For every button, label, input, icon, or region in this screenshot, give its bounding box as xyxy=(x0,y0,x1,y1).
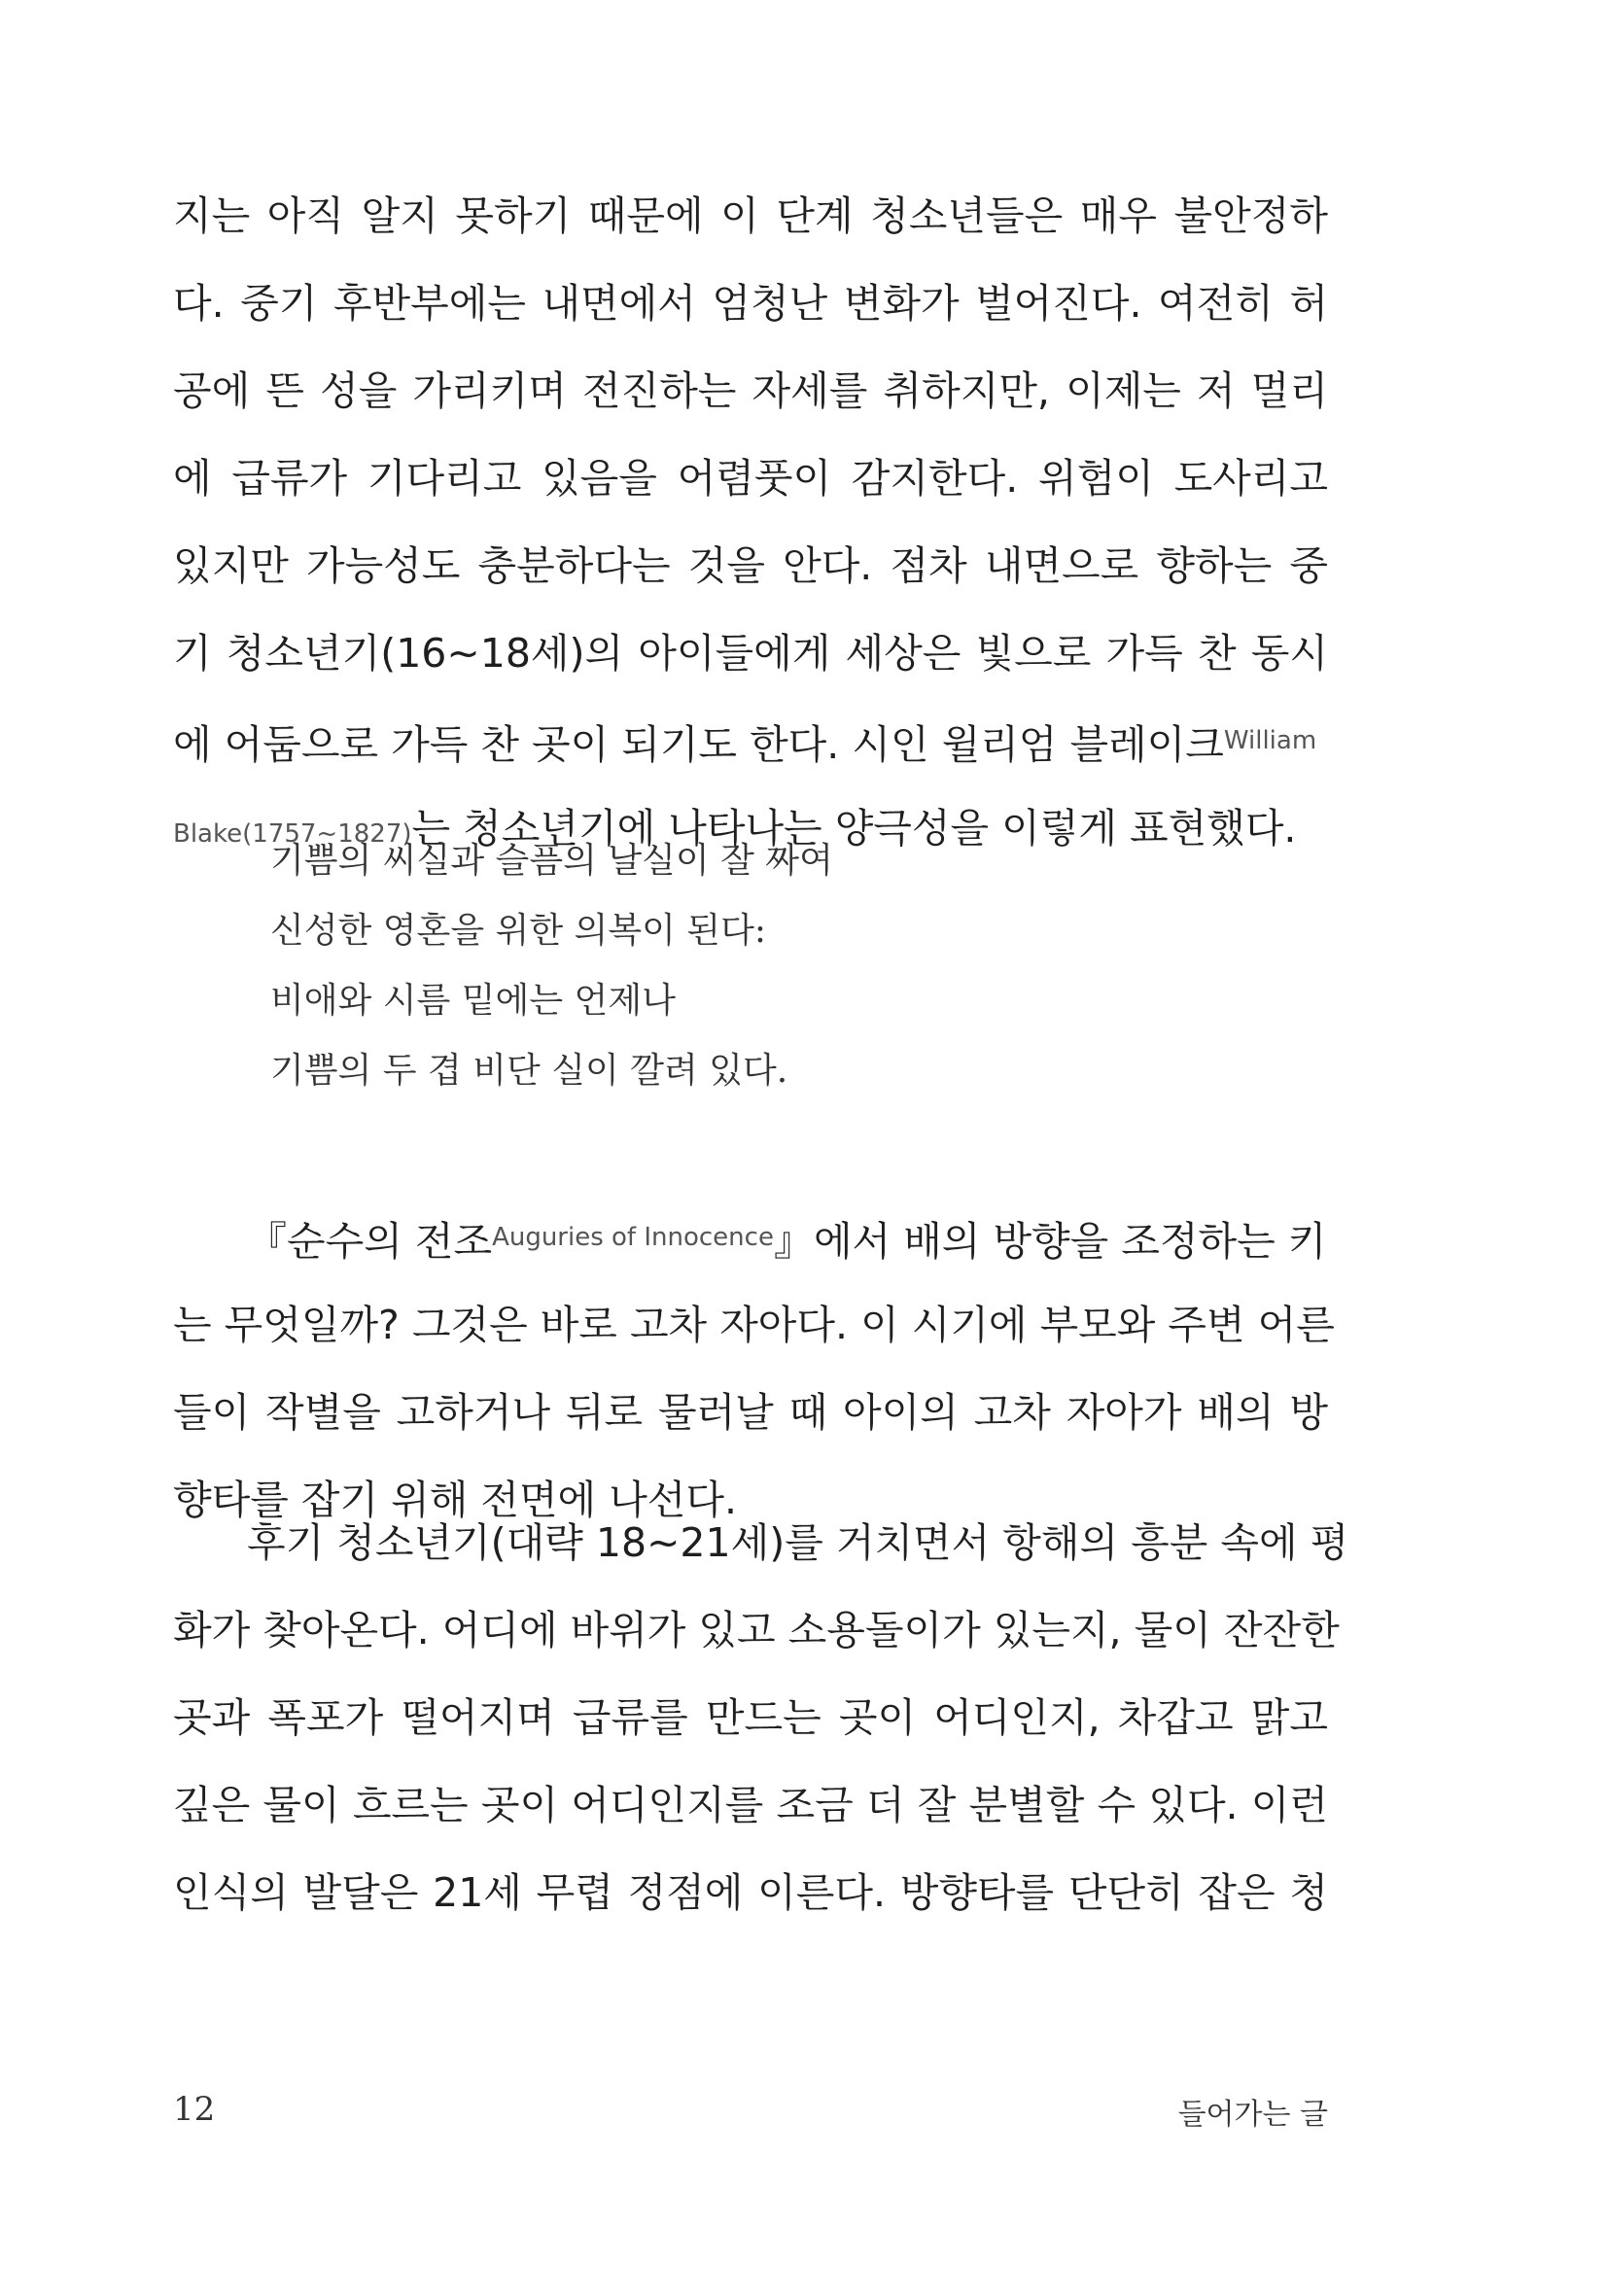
text-line: 지는 아직 알지 못하기 때문에 이 단계 청소년들은 매우 불안정하 xyxy=(173,192,1328,239)
text-line: 인식의 발달은 21세 무렵 정점에 이른다. 방향타를 단단히 잡은 청 xyxy=(173,1869,1328,1916)
text-line: 곳과 폭포가 떨어지며 급류를 만드는 곳이 어디인지, 차갑고 맑고 xyxy=(173,1694,1328,1741)
poem-line: 신성한 영혼을 위한 의복이 된다: xyxy=(270,911,766,951)
text-segment: 는 청소년기에 나타나는 양극성을 이렇게 표현했다. xyxy=(411,805,1297,852)
text-line: 기 청소년기(16~18세)의 아이들에게 세상은 빛으로 가득 찬 동시 xyxy=(173,630,1328,677)
poem-line: 기쁨의 씨실과 슬픔의 날실이 잘 짜여 xyxy=(270,841,833,881)
english-gloss: Auguries of Innocence xyxy=(492,1223,774,1252)
text-segment: 『순수의 전조 xyxy=(247,1218,493,1265)
text-line: 는 무엇일까? 그것은 바로 고차 자아다. 이 시기에 부모와 주변 어른 xyxy=(173,1302,1335,1348)
english-gloss: William xyxy=(1223,726,1317,755)
running-head: 들어가는 글 xyxy=(1177,2098,1328,2132)
text-line: 에 급류가 기다리고 있음을 어렴풋이 감지한다. 위험이 도사리고 xyxy=(173,455,1328,502)
text-segment: 』에서 배의 방향을 조정하는 키 xyxy=(773,1218,1327,1265)
text-line: 깊은 물이 흐르는 곳이 어디인지를 조금 더 잘 분별할 수 있다. 이런 xyxy=(173,1782,1328,1828)
text-line: 있지만 가능성도 충분하다는 것을 안다. 점차 내면으로 향하는 중 xyxy=(173,542,1328,589)
text-line xyxy=(173,697,1328,784)
text-line: 향타를 잡기 위해 전면에 나선다. xyxy=(173,1477,738,1523)
poem-line: 기쁨의 두 겹 비단 실이 깔려 있다. xyxy=(270,1051,788,1091)
paragraph-auguries xyxy=(173,1194,1335,1544)
text-line: 들이 작별을 고하거나 뒤로 물러날 때 아이의 고차 자아가 배의 방 xyxy=(173,1389,1328,1436)
english-gloss: Blake(1757~1827) xyxy=(173,819,412,849)
paragraph-continued xyxy=(173,172,1328,872)
poem-line: 비애와 시름 밑에는 언제나 xyxy=(270,981,676,1021)
page-number: 12 xyxy=(173,2090,216,2129)
text-line xyxy=(173,1194,1328,1281)
text-line: 공에 뜬 성을 가리키며 전진하는 자세를 취하지만, 이제는 저 멀리 xyxy=(173,367,1328,414)
text-line: 후기 청소년기(대략 18~21세)를 거치면서 항해의 흥분 속에 평 xyxy=(247,1519,1349,1566)
text-line: 화가 찾아온다. 어디에 바위가 있고 소용돌이가 있는지, 물이 잔잔한 xyxy=(173,1607,1340,1653)
poem-quote xyxy=(270,826,833,1106)
text-line: 다. 중기 후반부에는 내면에서 엄청난 변화가 벌어진다. 여전히 허 xyxy=(173,280,1328,327)
text-segment: 에 어둠으로 가득 찬 곳이 되기도 한다. 시인 윌리엄 블레이크 xyxy=(173,721,1224,768)
paragraph-late-adolescence xyxy=(173,1499,1349,1936)
